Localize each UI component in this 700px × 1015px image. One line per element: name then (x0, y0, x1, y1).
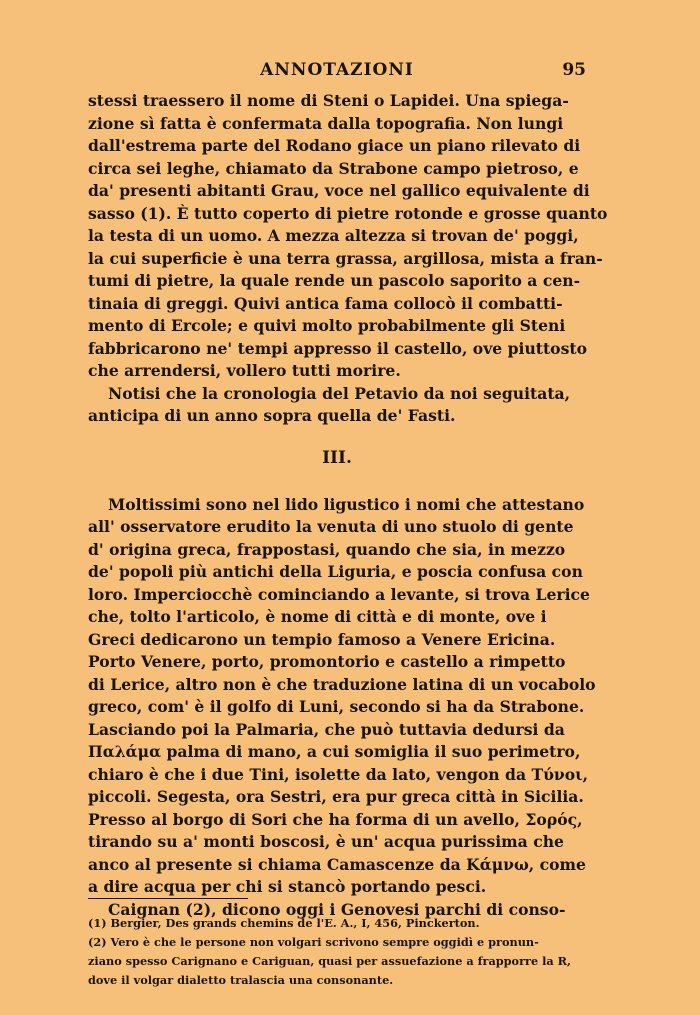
text-line: Lasciando poi la Palmaria, che può tuttavia dedursi da (88, 719, 565, 739)
text-line: la testa di un uomo. A mezza altezza si trovan de' poggi, (88, 226, 579, 245)
footnote-line: ziano spesso Carignano e Cariguan, quasi per assuefazione a frapporre la R, (88, 954, 571, 968)
text-line: che arrendersi, vollero tutti morire. (88, 361, 401, 380)
text-line: Moltissimi sono nel lido ligustico i nomi che attestano (108, 494, 585, 514)
footnote-2 (88, 933, 586, 990)
text-line: Παλάμα palma di mano, a cui somiglia il suo perimetro, (88, 742, 581, 761)
footnotes (88, 914, 586, 990)
text-line: d' origina greca, frappostasi, quando che sia, in mezzo (88, 539, 566, 559)
text-line: a dire acqua per chi si stancò portando pesci. (88, 877, 487, 896)
section-heading: III. (322, 447, 352, 468)
text-line: circa sei leghe, chiamato da Strabone campo pietroso, e (88, 158, 579, 178)
text-line: fabbricarono ne' tempi appresso il castello, ove piuttosto (88, 338, 587, 358)
text-line: de' popoli più antichi della Liguria, e poscia confusa con (88, 562, 583, 581)
text-line: la cui superficie è una terra grassa, argillosa, mista a fran- (88, 248, 603, 268)
text-line: dall'estrema parte del Rodano giace un piano rilevato di (88, 136, 581, 155)
text-line: che, tolto l'articolo, è nome di città e di monte, ove i (88, 607, 547, 626)
text-line: tirando su a' monti boscosi, è un' acqua purissima che (88, 832, 564, 851)
page-number: 95 (562, 60, 586, 80)
text-line: sasso (1). È tutto coperto di pietre rotonde e grosse quanto (88, 203, 608, 223)
text-line: tumi di pietre, la quale rende un pascolo saporito a cen- (88, 271, 581, 290)
footnote-divider (88, 898, 248, 899)
running-title: ANNOTAZIONI (260, 60, 414, 80)
text-line: Notisi che la cronologia del Petavio da noi seguitata, (108, 383, 571, 403)
text-line: piccoli. Segesta, ora Sestri, era pur greca città in Sicilia. (88, 787, 584, 806)
footnote-1 (88, 914, 586, 933)
text-line: mento di Ercole; e quivi molto probabilmente gli Steni (88, 316, 566, 335)
footnote-line: (1) Bergier, Des grands chemins de l'E. A., I, 456, Pinckerton. (88, 916, 480, 930)
text-line: da' presenti abitanti Grau, voce nel gallico equivalente di (88, 181, 590, 200)
footnote-line: dove il volgar dialetto tralascia una consonante. (88, 973, 394, 987)
text-line: zione sì fatta è confermata dalla topografia. Non lungi (88, 113, 564, 133)
text-line: greco, com' è il golfo di Luni, secondo si ha da Strabone. (88, 697, 585, 716)
text-line: tinaia di greggi. Quivi antica fama collocò il combatti- (88, 293, 563, 313)
paragraph-3 (88, 494, 596, 899)
paragraph-2 (88, 383, 586, 428)
text-line: chiaro è che i due Tini, isolette da lato, vengon da Τύνοι, (88, 764, 589, 784)
text-line: loro. Imperciocchè cominciando a levante, si trova Lerice (88, 584, 590, 604)
text-line: di Lerice, altro non è che traduzione latina di un vocabolo (88, 674, 596, 694)
text-line: stessi traessero il nome di Steni o Lapidei. Una spiega- (88, 91, 569, 110)
text-line: all' osservatore erudito la venuta di uno stuolo di gente (88, 517, 574, 536)
page-body (88, 60, 608, 921)
text-line: Greci dedicarono un tempio famoso a Venere Ericina. (88, 629, 556, 649)
page-header (88, 60, 586, 90)
text-line: Porto Venere, porto, promontorio e castello a rimpetto (88, 652, 566, 671)
footnote-line: (2) Vero è che le persone non volgari scrivono sempre oggidì e pronun- (88, 935, 539, 949)
text-line: anticipa di un anno sopra quella de' Fasti. (88, 406, 456, 425)
text-line: anco al presente si chiama Camascenze da Κάμνω, come (88, 854, 586, 874)
text-line: Caignan (2), dicono oggi i Genovesi parchi di conso- (108, 899, 566, 919)
text-line: Presso al borgo di Sori che ha forma di un avello, Σορός, (88, 809, 583, 829)
paragraph-1 (88, 90, 608, 383)
